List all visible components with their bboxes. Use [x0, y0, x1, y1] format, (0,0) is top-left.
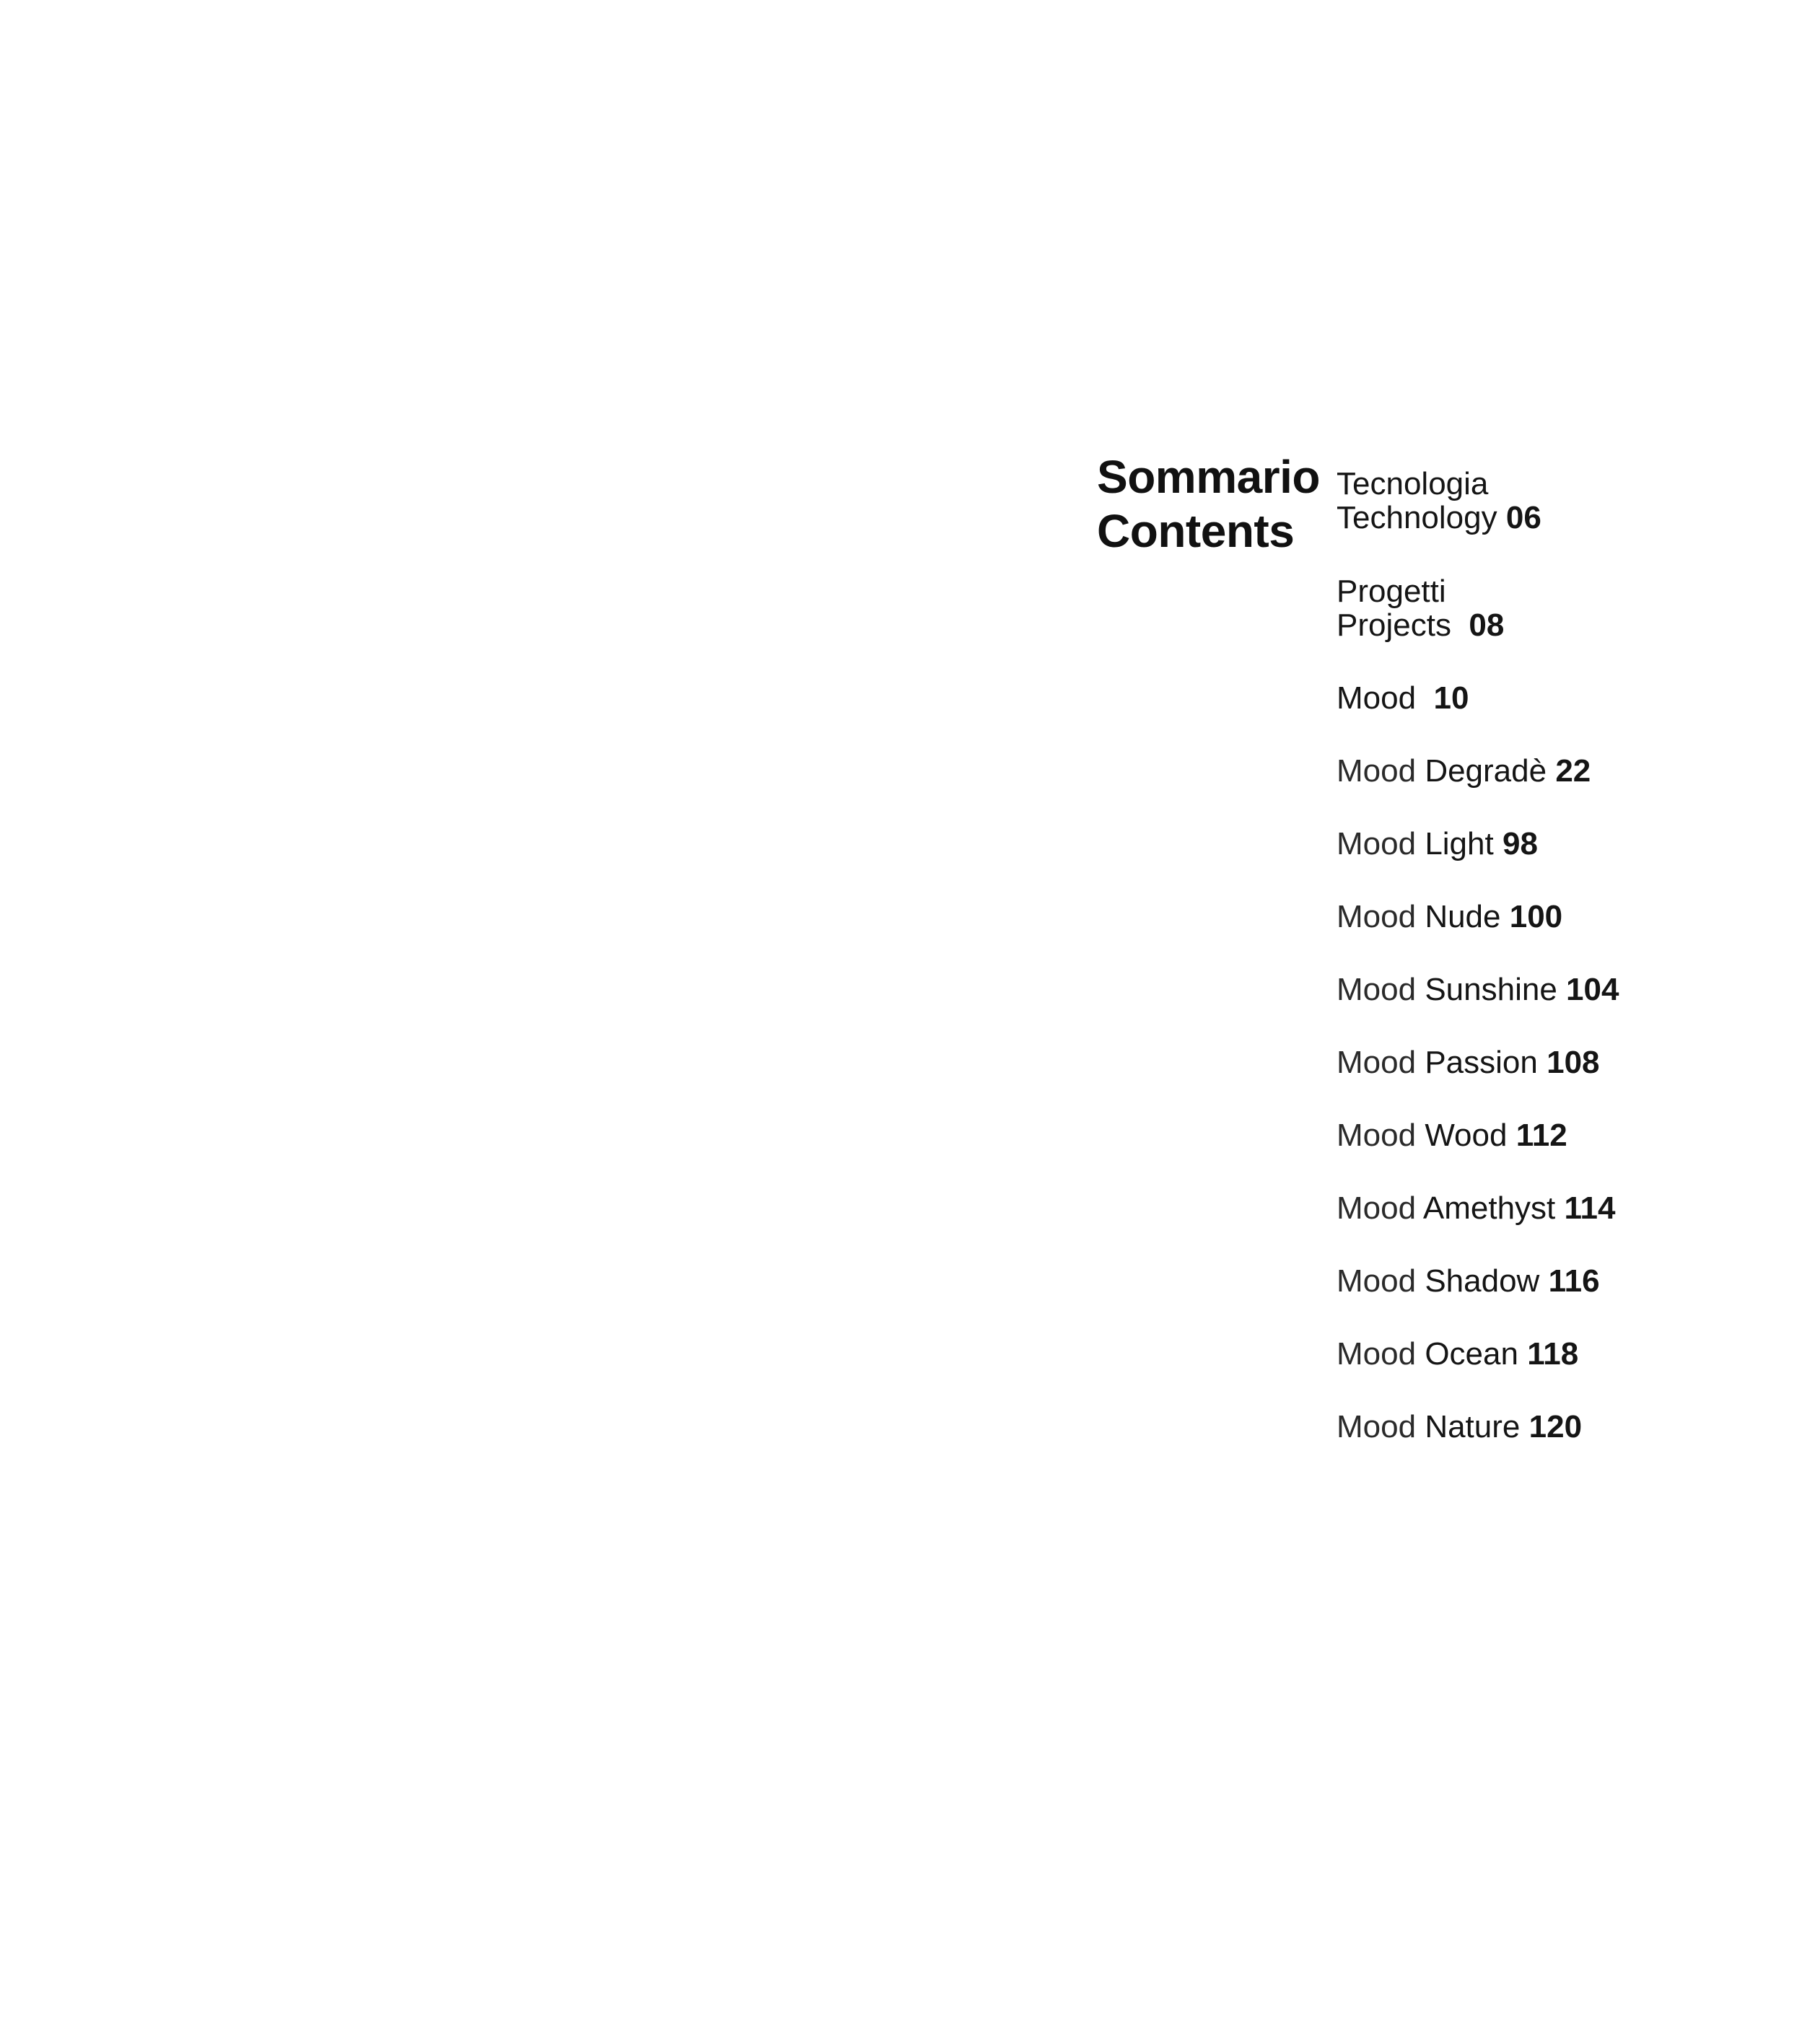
toc-entry-label: Sunshine [1425, 972, 1557, 1007]
toc-entry-label: Nature [1425, 1409, 1521, 1444]
toc-entry-label: Wood [1425, 1118, 1508, 1153]
toc-entry-label-it: Progetti [1337, 574, 1446, 609]
toc-entry-page: 08 [1469, 608, 1505, 643]
toc-entry-mood-shadow[interactable] [1337, 1264, 1600, 1298]
toc-entry-page: 116 [1548, 1263, 1600, 1299]
toc-entry-mood-amethyst[interactable] [1337, 1191, 1615, 1225]
toc-entry-label: Nude [1425, 899, 1501, 934]
toc-entry-page: 112 [1515, 1118, 1567, 1153]
toc-entry-label: Passion [1425, 1045, 1538, 1080]
toc-entry-mood-light[interactable] [1337, 827, 1538, 861]
toc-entry-prefix: Mood [1337, 826, 1417, 861]
title-english: Contents [1097, 505, 1295, 557]
toc-entry-label: Light [1425, 826, 1494, 861]
toc-entry-label: Degradè [1425, 753, 1547, 789]
toc-entry-page: 114 [1564, 1190, 1616, 1226]
toc-entry-prefix: Mood [1337, 899, 1417, 934]
toc-entry-page: 108 [1547, 1045, 1600, 1080]
toc-entry-prefix: Mood [1337, 1045, 1417, 1080]
title-italian: Sommario [1097, 451, 1320, 503]
toc-entry-page: 98 [1502, 826, 1538, 861]
toc-entry-page: 10 [1433, 680, 1469, 716]
toc-entry-page: 100 [1509, 899, 1563, 934]
toc-entry-mood[interactable] [1337, 681, 1469, 715]
toc-entry-prefix: Mood [1337, 1336, 1417, 1372]
toc-entry-label-en: Projects [1337, 608, 1451, 643]
toc-entry-mood-degrade[interactable] [1337, 754, 1591, 788]
toc-entry-mood-ocean[interactable] [1337, 1337, 1578, 1371]
toc-entry-page: 22 [1555, 753, 1591, 789]
toc-entry-prefix: Mood [1337, 753, 1417, 789]
page-title [1097, 450, 1320, 558]
toc-entry-prefix: Mood [1337, 1263, 1417, 1299]
toc-entry-prefix: Mood [1337, 1190, 1417, 1226]
toc-entry-label: Mood [1337, 680, 1417, 716]
toc-entry-page: 104 [1566, 972, 1619, 1007]
toc-entry-prefix: Mood [1337, 1118, 1417, 1153]
toc-entry-label-it: Tecnologia [1337, 466, 1489, 501]
toc-entry-technology[interactable] [1337, 467, 1541, 535]
toc-entry-page: 06 [1505, 500, 1541, 535]
table-of-contents [1337, 0, 1770, 2044]
toc-entry-mood-nude[interactable] [1337, 900, 1562, 934]
toc-entry-mood-sunshine[interactable] [1337, 973, 1619, 1006]
toc-entry-mood-passion[interactable] [1337, 1045, 1600, 1079]
toc-entry-page: 118 [1527, 1336, 1579, 1372]
toc-entry-mood-nature[interactable] [1337, 1410, 1582, 1444]
toc-entry-label: Ocean [1425, 1336, 1518, 1372]
toc-entry-prefix: Mood [1337, 1409, 1417, 1444]
toc-entry-label: Amethyst [1422, 1190, 1556, 1226]
toc-entry-page: 120 [1528, 1409, 1583, 1444]
toc-entry-mood-wood[interactable] [1337, 1118, 1567, 1152]
toc-entry-projects[interactable] [1337, 574, 1504, 642]
toc-entry-label: Shadow [1425, 1263, 1540, 1299]
toc-entry-label-en: Technology [1337, 500, 1497, 535]
toc-entry-prefix: Mood [1337, 972, 1417, 1007]
